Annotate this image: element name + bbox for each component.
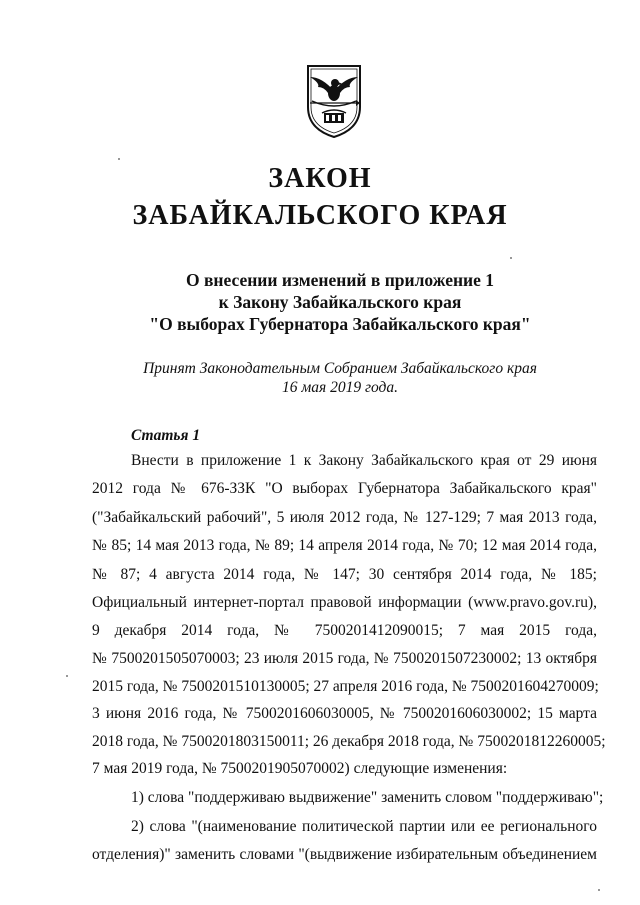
article-text-line: № 87; 4 августа 2014 года, № 147; 30 сентября 2014 года, № 185; [92, 566, 597, 583]
law-subject-line: "О выборах Губернатора Забайкальского края" [149, 314, 531, 334]
amendment-item-2: 2) слова "(наименование политической партии или ее регионального [131, 818, 597, 835]
law-subject [0, 269, 640, 335]
article-text-line: отделения)" заменить словами "(выдвижение избирательным объединением [92, 846, 597, 863]
adoption-date: 16 мая 2019 года. [281, 379, 399, 396]
article-text-line: Официальный интернет-портал правовой информации (www.pravo.gov.ru), [92, 594, 597, 611]
article-text-line: № 85; 14 мая 2013 года, № 89; 14 апреля 2014 года, № 70; 12 мая 2014 года, [92, 537, 597, 554]
article-text-line: 2015 года, № 7500201510130005; 27 апреля 2016 года, № 7500201604270009; [92, 678, 599, 695]
article-text-line: 2018 года, № 7500201803150011; 26 декабря 2018 года, № 7500201812260005; [92, 733, 606, 750]
scan-speck [66, 675, 68, 677]
law-subject-line: О внесении изменений в приложение 1 [185, 270, 495, 290]
article-text-line: 3 июня 2016 года, № 7500201606030005, № 7500201606030002; 15 марта [92, 705, 597, 722]
law-subject-line: к Закону Забайкальского края [218, 292, 462, 312]
article-heading: Статья 1 [131, 427, 201, 444]
article-text-line: 7 мая 2019 года, № 7500201905070002) следующие изменения: [92, 760, 508, 777]
law-region-title: ЗАБАЙКАЛЬСКОГО КРАЯ [132, 200, 508, 231]
article-text-line: 9 декабря 2014 года, № 7500201412090015; 7 мая 2015 года, [92, 622, 597, 639]
article-text-line: 2012 года № 676-ЗЗК "О выборах Губернатора Забайкальского края" [92, 480, 597, 497]
adoption-note-line: Принят Законодательным Собранием Забайкальского края [143, 360, 537, 377]
scan-speck [598, 889, 600, 891]
scan-speck [510, 257, 512, 259]
amendment-item-1: 1) слова "поддерживаю выдвижение" заменить словом "поддерживаю"; [131, 789, 604, 806]
scan-speck [118, 158, 120, 160]
article-text-line: № 7500201505070003; 23 июля 2015 года, № 7500201507230002; 13 октября [92, 650, 597, 667]
article-text-line: Внести в приложение 1 к Закону Забайкальского края от 29 июня [131, 452, 597, 469]
article-text-line: ("Забайкальский рабочий", 5 июля 2012 года, № 127-129; 7 мая 2013 года, [92, 509, 597, 526]
coat-of-arms-emblem [302, 63, 366, 139]
law-title: ЗАКОН [268, 163, 372, 194]
adoption-note [0, 359, 640, 397]
